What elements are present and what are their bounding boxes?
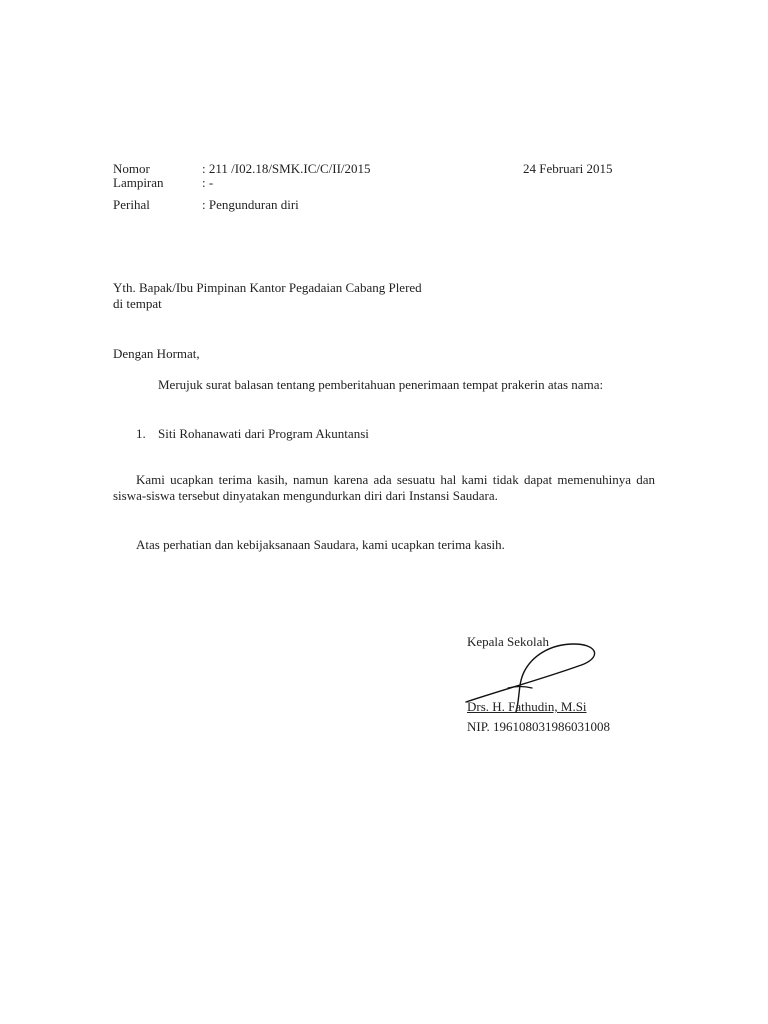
intro-paragraph: Merujuk surat balasan tentang pemberitahuan penerimaan tempat prakerin atas nama: — [158, 377, 604, 392]
signatory-name: Drs. H. Fathudin, M.Si — [467, 699, 587, 714]
recipient-line-1: Yth. Bapak/Ibu Pimpinan Kantor Pegadaian Cabang Plered — [113, 280, 422, 295]
letter-date: 24 Februari 2015 — [523, 161, 613, 176]
signatory-nip: NIP. 196108031986031008 — [467, 719, 611, 734]
perihal-label: Perihal — [113, 197, 150, 212]
list-item: Siti Rohanawati dari Program Akuntansi — [158, 426, 369, 441]
greeting: Dengan Hormat, — [113, 346, 200, 361]
list-number: 1. — [136, 426, 146, 441]
nomor-label: Nomor — [113, 161, 150, 176]
recipient-line-2: di tempat — [113, 296, 162, 311]
perihal-value: : Pengunduran diri — [202, 197, 299, 212]
nomor-value: : 211 /I02.18/SMK.IC/C/II/2015 — [202, 161, 371, 176]
lampiran-value: : - — [202, 175, 214, 190]
closing-line: Atas perhatian dan kebijaksanaan Saudara, kami ucapkan terima kasih. — [136, 537, 505, 552]
signature-title: Kepala Sekolah — [467, 634, 549, 649]
lampiran-label: Lampiran — [113, 175, 164, 190]
body-paragraph: Kami ucapkan terima kasih, namun karena ada sesuatu hal kami tidak dapat memenuhinya dan siswa-siswa tersebut dinyatakan mengundurkan diri dari Instansi Saudara. — [113, 472, 655, 503]
